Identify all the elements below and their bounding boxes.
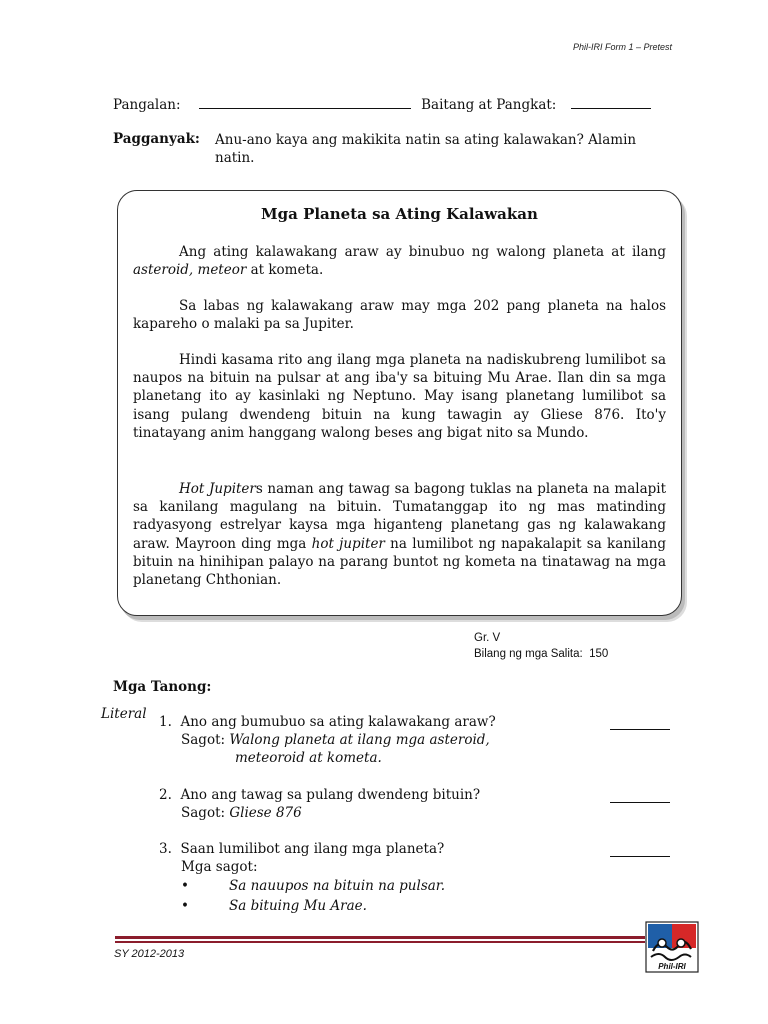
story-paragraph-3	[133, 351, 666, 442]
grade-field[interactable]	[571, 94, 651, 109]
question-1-text: Ano ang bumubuo sa ating kalawakang araw?	[180, 714, 496, 730]
p2-text: Sa labas ng kalawakang araw may mga 202 pang planeta na halos kapareho o malaki pa sa Jupiter.	[133, 298, 666, 333]
question-1-answer-label: Sagot:	[181, 732, 226, 748]
question-1-answer-line-1: Walong planeta at ilang mga asteroid,	[229, 732, 490, 748]
question-2-text: Ano ang tawag sa pulang dwendeng bituin?	[180, 787, 481, 803]
p1-text-c: at kometa.	[246, 262, 324, 279]
motivation-line-1: Anu-ano kaya ang makikita natin sa ating kalawakan? Alamin	[215, 132, 637, 148]
question-1-score-blank[interactable]	[610, 716, 670, 730]
questions-heading: Mga Tanong:	[113, 679, 212, 695]
question-3-answer-label: Mga sagot:	[181, 859, 258, 875]
question-2-answer-label: Sagot:	[181, 805, 226, 821]
school-year: SY 2012-2013	[114, 948, 185, 960]
word-count-label: Bilang ng mga Salita:	[474, 648, 583, 660]
question-1-answer-line-2: meteoroid at kometa.	[235, 750, 382, 766]
story-title: Mga Planeta sa Ating Kalawakan	[261, 205, 538, 223]
p4-text-c: hot jupiter	[311, 535, 385, 552]
p4-text-b: s naman ang tawag sa bagong tuklas na planeta na malapit sa kanilang magulang na bituin. Tumatanggap ito ng mas matinding radyasyong estrelyar kaysa mga higanteng planetang gas ng kalawakang araw. Mayroon ding mga	[133, 481, 666, 552]
question-1-answer	[181, 731, 490, 749]
question-3-score-blank[interactable]	[610, 843, 670, 857]
question-3-text: Saan lumilibot ang ilang mga planeta?	[180, 841, 445, 857]
word-count-row	[474, 646, 608, 662]
question-3	[159, 840, 444, 858]
motivation-line-2: natin.	[215, 150, 255, 166]
motivation-label: Pagganyak:	[113, 131, 200, 147]
name-label: Pangalan:	[113, 97, 181, 113]
phil-iri-logo-graphic	[645, 921, 699, 973]
story-paragraph-4	[133, 480, 666, 589]
question-2-number: 2.	[159, 787, 172, 803]
name-field[interactable]	[199, 94, 411, 109]
grade-label: Baitang at Pangkat:	[421, 97, 557, 113]
phil-iri-logo-text: Phil-IRI	[658, 962, 686, 971]
grade-level: Gr. V	[474, 632, 501, 644]
footer-rule	[115, 936, 645, 939]
form-label: Phil-IRI Form 1 – Pretest	[572, 42, 672, 52]
question-3-bullet-1: • Sa nauupos na bituin na pulsar.	[181, 878, 446, 894]
story-meta	[474, 630, 608, 662]
phil-iri-logo	[645, 921, 699, 973]
p3-text: Hindi kasama rito ang ilang mga planeta na nadiskubreng lumilibot sa naupos na bituin na pulsar at ang iba'y sa bituing Mu Arae. Ilan din sa mga planetang ito ay kasinlaki ng Neptuno. May isang planetang lumilibot sa isang pulang dwendeng bituin na kung tawagin ay Gliese 876. Ito'y tinatayang anim hanggang walong beses ang bigat nito sa Mundo.	[133, 352, 666, 441]
question-2-answer-line-1: Gliese 876	[229, 805, 302, 821]
story-paragraph-1	[133, 243, 666, 279]
footer-rule-thin	[115, 941, 645, 943]
question-2-answer	[181, 804, 302, 822]
question-2-score-blank[interactable]	[610, 789, 670, 803]
motivation-text	[215, 131, 636, 167]
question-3-bullet-2-text: Sa bituing Mu Arae.	[229, 898, 367, 914]
question-3-number: 3.	[159, 841, 172, 857]
question-1-number: 1.	[159, 714, 172, 730]
story-box	[117, 190, 682, 616]
question-2	[159, 786, 480, 804]
question-3-bullet-2: • Sa bituing Mu Arae.	[181, 898, 367, 914]
word-count-value: 150	[589, 648, 609, 660]
p4-text-d: na lumilibot ng napakalapit sa kanilang bituin na hinihipan palayo na parang buntot ng kometa na tinatawag na mga planetang Chthonian.	[133, 535, 666, 589]
p1-text-a: Ang ating kalawakang araw ay binubuo ng walong planeta at ilang	[179, 244, 666, 260]
p4-text-a: Hot Jupiter	[179, 481, 256, 497]
story-paragraph-2	[133, 297, 666, 333]
question-1	[159, 713, 496, 731]
student-info-row	[113, 94, 651, 113]
question-3-bullet-1-text: Sa nauupos na bituin na pulsar.	[229, 878, 446, 894]
question-category: Literal	[101, 706, 147, 722]
p1-text-b: asteroid, meteor	[133, 262, 247, 279]
